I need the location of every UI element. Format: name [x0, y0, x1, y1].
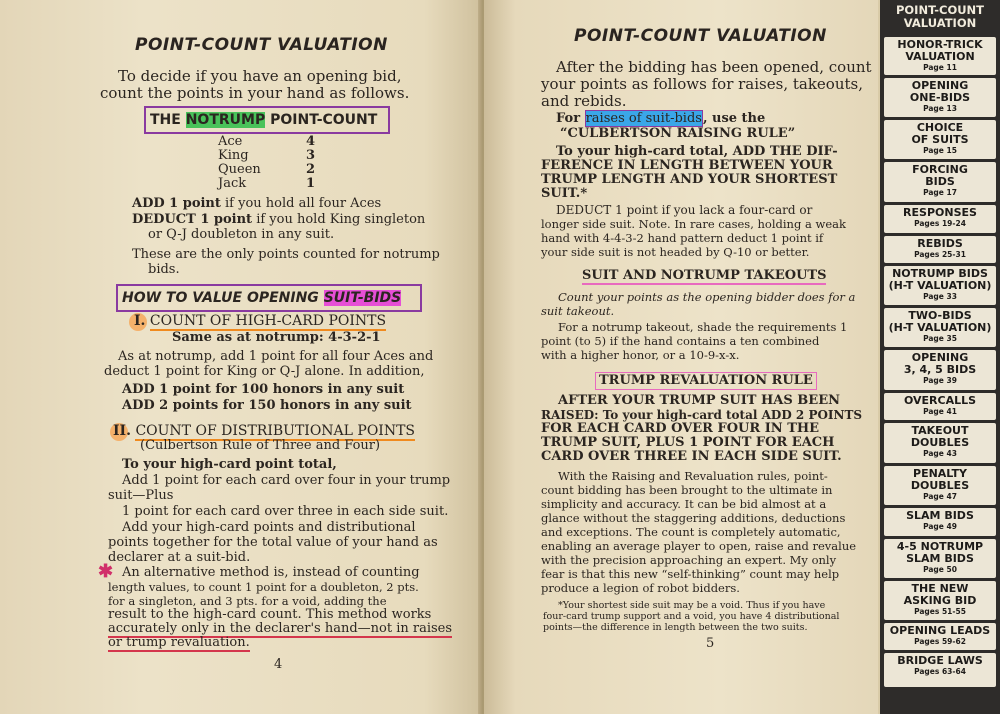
- honor-points: 1: [306, 176, 316, 191]
- right-intro-line-2: your points as follows for raises, takeouts,: [541, 75, 863, 93]
- tab-choice-of-suits[interactable]: [884, 120, 996, 159]
- takeouts-body: point (to 5) if the hand contains a ten combined: [541, 334, 820, 348]
- section-1-body: deduct 1 point for King or Q-J alone. In addition,: [104, 364, 425, 379]
- tab-label: PENALTY: [913, 467, 967, 480]
- tab-honor-trick-valuation[interactable]: [884, 37, 996, 75]
- alternative-method-para: An alternative method is, instead of counting: [122, 565, 420, 580]
- asterisk-annotation: ✱: [98, 561, 114, 582]
- tab-opening-one-bids[interactable]: [884, 78, 996, 117]
- trump-body: RAISED: To your high-card total ADD 2 POINTS: [541, 408, 863, 422]
- notrump-box-pointcount: POINT-COUNT: [265, 112, 378, 128]
- trump-revaluation-title: TRUMP REVALUATION RULE: [595, 372, 817, 390]
- trump-body: CARD OVER THREE IN EACH SIDE SUIT.: [541, 449, 842, 464]
- tab-label: BIDS: [925, 175, 955, 188]
- tab-label: NOTRUMP BIDS: [892, 267, 988, 280]
- tab-rebids[interactable]: [884, 236, 996, 263]
- suit-box-main: HOW TO VALUE OPENING: [122, 290, 324, 306]
- closing-para: and exceptions. The count is completely automatic,: [541, 525, 841, 539]
- tab-label: OVERCALLS: [903, 394, 977, 407]
- deduct-line-2: or Q-J doubleton in any suit.: [148, 227, 335, 242]
- tab-label: ASKING BID: [903, 594, 977, 607]
- tab-slam-bids[interactable]: [884, 508, 996, 536]
- suit-bids-box: [116, 284, 422, 312]
- tab-page-ref: Page 33: [923, 292, 957, 301]
- tab-label: 4-5 NOTRUMP: [896, 540, 984, 553]
- tab-label: FORCING: [912, 163, 968, 176]
- section-2-body: 1 point for each card over three in each side suit.: [122, 504, 449, 519]
- footnote: points—the difference in length between the two suits.: [543, 622, 808, 633]
- for-raises-line: For raises of suit-bids, use the: [556, 111, 766, 126]
- tab-label: REBIDS: [917, 237, 963, 250]
- deduct-line: DEDUCT 1 point if you hold King singleton: [132, 212, 426, 227]
- to-your-para: To your high-card total, ADD THE DIF-: [556, 144, 838, 159]
- trump-body: TRUMP SUIT, PLUS 1 POINT FOR EACH: [541, 435, 835, 450]
- right-page-number: 5: [706, 636, 715, 651]
- tab-two-bids-h-t-valuation[interactable]: [884, 308, 996, 347]
- closing-para: with the precision approaching an expert. My only: [541, 553, 837, 567]
- tab-page-ref: Page 50: [923, 565, 957, 574]
- tab-page-ref: Page 47: [923, 492, 957, 501]
- alternative-method-para: result to the high-card count. This method works: [108, 607, 432, 622]
- tab-bridge-laws[interactable]: [884, 653, 996, 687]
- honor-card: King: [218, 148, 249, 163]
- section-1-body: ADD 1 point for 100 honors in any suit: [122, 382, 405, 397]
- tab-opening-leads[interactable]: [884, 623, 996, 650]
- section-1-body: As at notrump, add 1 point for all four Aces and: [118, 349, 434, 364]
- tab-page-ref: Pages 19-24: [914, 219, 966, 228]
- closing-para: glance without the staggering additions, deductions: [541, 511, 846, 525]
- alternative-method-para: accurately only in the declarer's hand—not in raises: [108, 621, 453, 636]
- tab-responses[interactable]: [884, 205, 996, 233]
- deduct-para: hand with 4-4-3-2 hand pattern deduct 1 point if: [541, 231, 824, 245]
- tab-page-ref: Page 41: [923, 407, 957, 416]
- tab-page-ref: Page 35: [923, 334, 957, 343]
- takeouts-body: For a notrump takeout, shade the requirements 1: [558, 320, 848, 334]
- alternative-method-para: or trump revaluation.: [108, 635, 250, 650]
- left-page-title: POINT-COUNT VALUATION: [135, 35, 388, 55]
- raises-of-suit-bids-highlight: raises of suit-bids: [585, 111, 702, 126]
- tab-label: DOUBLES: [910, 479, 970, 492]
- section-1-heading: I. COUNT OF HIGH-CARD POINTS: [134, 313, 387, 329]
- to-your-para: FERENCE IN LENGTH BETWEEN YOUR: [541, 158, 833, 173]
- honor-points: 4: [306, 134, 316, 149]
- left-intro-line-1: To decide if you have an opening bid,: [118, 67, 402, 85]
- alternative-method-para: length values, to count 1 point for a doubleton, 2 pts.: [108, 580, 419, 594]
- section-2-body: To your high-card point total,: [122, 457, 337, 472]
- tab-page-ref: Pages 51-55: [914, 607, 966, 616]
- section-2-body: Add your high-card points and distributional: [122, 520, 416, 535]
- tab-notrump-bids-h-t-valuation[interactable]: [884, 266, 996, 305]
- footnote: four-card trump support and a void, you have 4 distributional: [543, 611, 840, 622]
- deduct-para: longer side suit. Note. In rare cases, holding a weak: [541, 217, 846, 231]
- section-2-body: declarer at a suit-bid.: [108, 550, 251, 565]
- right-intro-line-3: and rebids.: [541, 92, 627, 110]
- takeouts-body: with a higher honor, or a 10-9-x-x.: [541, 348, 740, 362]
- takeouts-title: SUIT AND NOTRUMP TAKEOUTS: [582, 268, 827, 283]
- tab-page-ref: Page 43: [923, 449, 957, 458]
- tab-overcalls[interactable]: [884, 393, 996, 420]
- section-2-heading: II. COUNT OF DISTRIBUTIONAL POINTS: [113, 423, 416, 439]
- tab-page-ref: Page 39: [923, 376, 957, 385]
- honor-card: Jack: [218, 176, 247, 191]
- tab-page-ref: Page 17: [923, 188, 957, 197]
- tab-label: DOUBLES: [910, 436, 970, 449]
- closing-para: With the Raising and Revaluation rules, point-: [558, 469, 828, 483]
- footnote: *Your shortest side suit may be a void. Thus if you have: [558, 600, 826, 611]
- tab-penalty-doubles[interactable]: [884, 466, 996, 505]
- section-2-body: Add 1 point for each card over four in your trump: [122, 473, 451, 488]
- tab-label: OPENING LEADS: [889, 624, 991, 637]
- tab-label: SLAM BIDS: [906, 552, 974, 565]
- tab-label: (H-T VALUATION): [888, 279, 992, 292]
- tab-the-new-asking-bid[interactable]: [884, 581, 996, 620]
- tab-label: SLAM BIDS: [906, 509, 974, 522]
- tab-opening-3-4-5-bids[interactable]: [884, 350, 996, 390]
- takeouts-italic: Count your points as the opening bidder does for a: [558, 290, 856, 304]
- tab-label: HONOR-TRICK: [897, 38, 983, 51]
- tab-label: RESPONSES: [903, 206, 977, 219]
- tab-takeout-doubles[interactable]: [884, 423, 996, 463]
- tab-page-ref: Pages 25-31: [914, 250, 966, 259]
- closing-para: fear is that this new “self-thinking” count may help: [541, 567, 840, 581]
- to-your-para: SUIT.*: [541, 186, 588, 201]
- tab-label: TWO-BIDS: [908, 309, 972, 322]
- raising-rule-title: “CULBERTSON RAISING RULE”: [560, 126, 796, 141]
- honor-points: 3: [306, 148, 316, 163]
- section-2-body: points together for the total value of your hand as: [108, 535, 438, 550]
- notrump-pointcount-box: [144, 106, 390, 134]
- to-your-para: TRUMP LENGTH AND YOUR SHORTEST: [541, 172, 838, 187]
- right-intro-line-1: After the bidding has been opened, count: [556, 58, 872, 76]
- closing-para: produce a legion of robot bidders.: [541, 581, 740, 595]
- closing-para: count bidding has been brought to the ultimate in: [541, 483, 833, 497]
- honor-card: Queen: [218, 162, 261, 177]
- closing-para: enabling an average player to open, raise and revalue: [541, 539, 857, 553]
- honor-points: 2: [306, 162, 316, 177]
- tab-page-ref: Page 13: [923, 104, 957, 113]
- add-aces-line: ADD 1 point if you hold all four Aces: [132, 196, 382, 211]
- suit-box-highlight: SUIT-BIDS: [323, 290, 402, 306]
- tab-label: OPENING: [911, 79, 969, 92]
- notrump-box-the: THE: [150, 112, 186, 128]
- tab-forcing-bids[interactable]: [884, 162, 996, 202]
- closing-para: simplicity and accuracy. It can be bid almost at a: [541, 497, 827, 511]
- takeouts-italic: suit takeout.: [541, 304, 615, 318]
- only-points-line-1: These are the only points counted for notrump: [132, 247, 440, 262]
- tab-page-ref: Page 11: [923, 63, 957, 72]
- tab-page-ref: Pages 59-62: [914, 637, 966, 646]
- tab-label: (H-T VALUATION): [888, 321, 992, 334]
- tab-label: 3, 4, 5 BIDS: [903, 363, 977, 376]
- tab-label: CHOICE: [916, 121, 964, 134]
- honor-card: Ace: [218, 134, 243, 149]
- tab-page-ref: Page 15: [923, 146, 957, 155]
- tab-label: TAKEOUT: [911, 424, 969, 437]
- tab-label: OF SUITS: [911, 133, 969, 146]
- section-1-body: ADD 2 points for 150 honors in any suit: [122, 398, 412, 413]
- trump-body: FOR EACH CARD OVER FOUR IN THE: [541, 421, 820, 436]
- section-2-body: suit—Plus: [108, 488, 174, 503]
- tab-current-section: POINT-COUNT VALUATION: [880, 0, 1000, 36]
- deduct-para: your side suit is not headed by Q-10 or better.: [541, 245, 810, 259]
- tab-label: THE NEW: [911, 582, 969, 595]
- left-page-number: 4: [274, 657, 283, 672]
- section-2-subtitle: (Culbertson Rule of Three and Four): [140, 438, 381, 453]
- tab-page-ref: Page 49: [923, 522, 957, 531]
- only-points-line-2: bids.: [148, 262, 180, 277]
- tab-label: BRIDGE LAWS: [897, 654, 983, 667]
- alternative-method-para: for a singleton, and 3 pts. for a void, adding the: [108, 594, 387, 608]
- tab-label: OPENING: [911, 351, 969, 364]
- section-1-subtitle: Same as at notrump: 4-3-2-1: [172, 330, 381, 345]
- deduct-para: DEDUCT 1 point if you lack a four-card or: [556, 203, 813, 217]
- tab-label: ONE-BIDS: [909, 91, 971, 104]
- notrump-box-highlight: NOTRUMP: [185, 112, 266, 128]
- left-intro-line-2: count the points in your hand as follows.: [100, 84, 410, 102]
- right-page-title: POINT-COUNT VALUATION: [574, 26, 827, 46]
- tab-4-5-notrump-slam-bids[interactable]: [884, 539, 996, 578]
- trump-body: AFTER YOUR TRUMP SUIT HAS BEEN: [558, 393, 840, 408]
- tab-label: VALUATION: [905, 50, 975, 63]
- tab-page-ref: Pages 63-64: [914, 667, 966, 676]
